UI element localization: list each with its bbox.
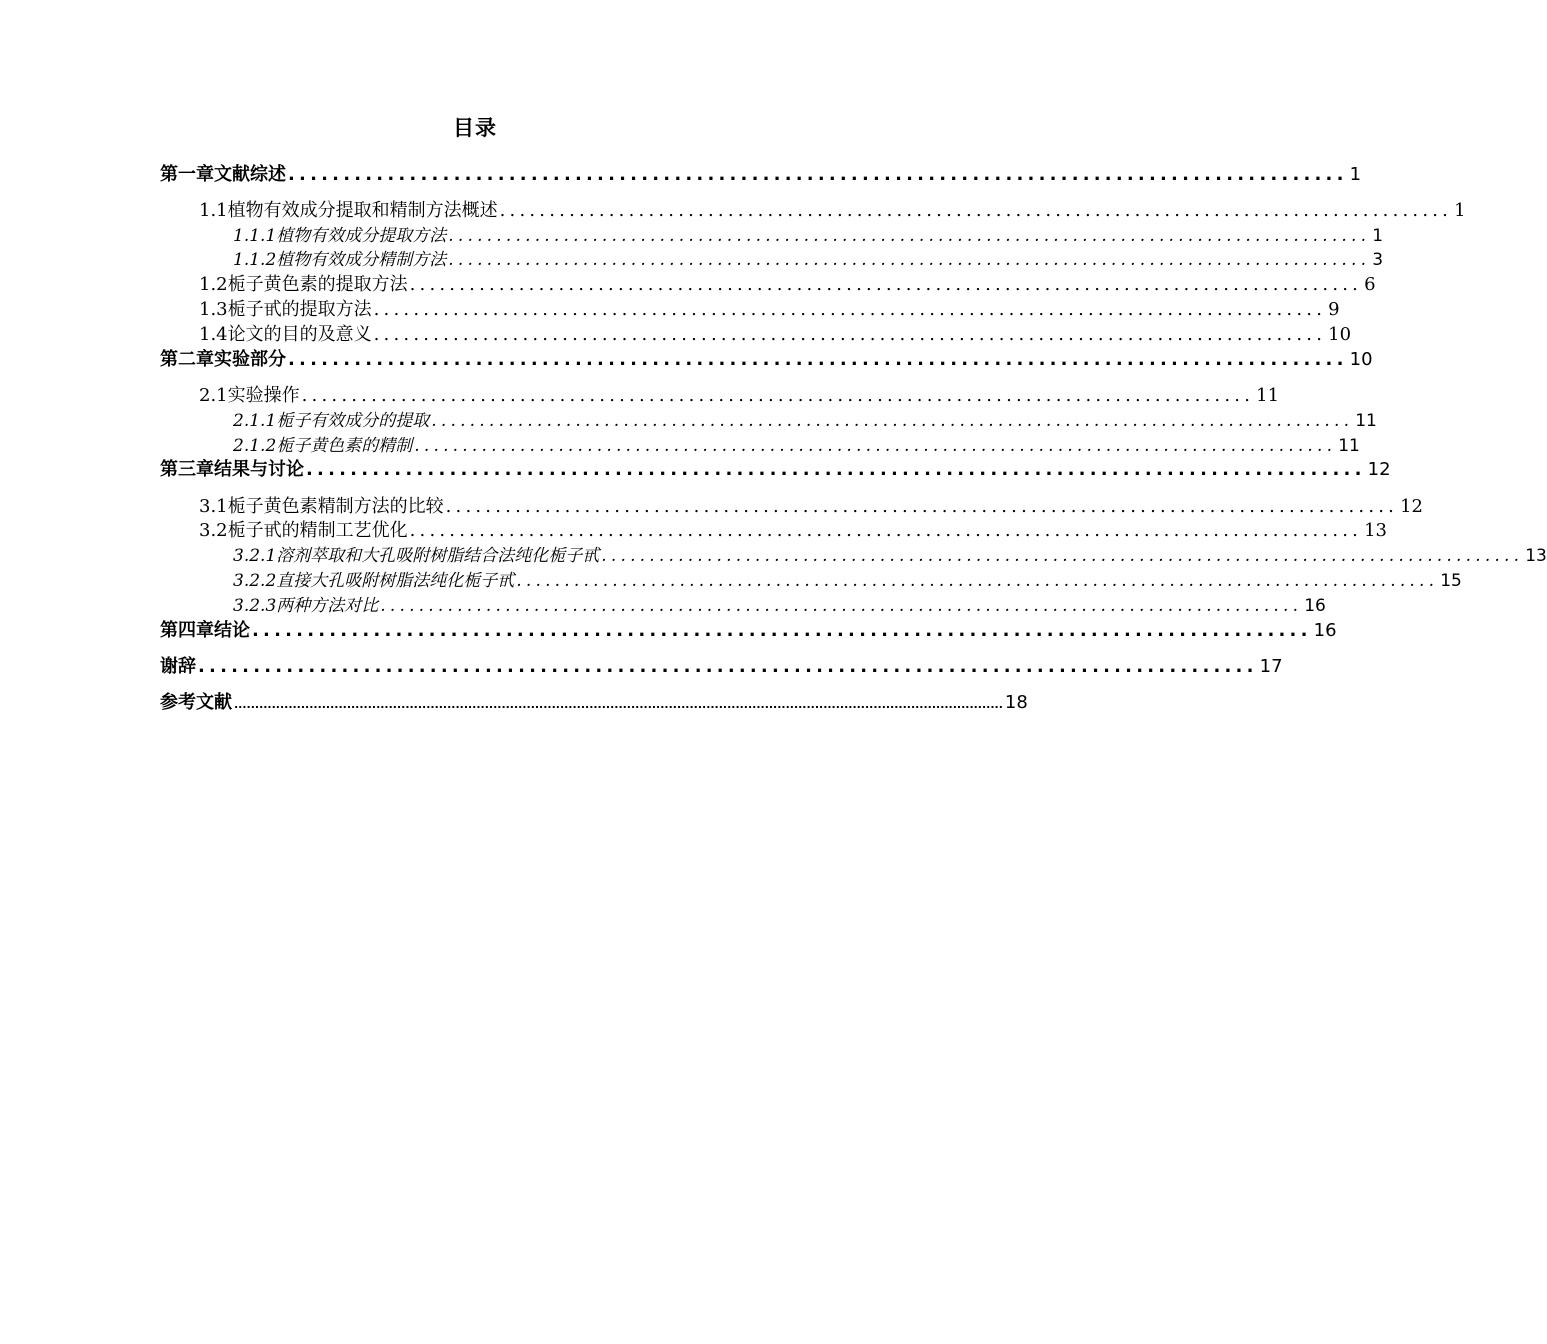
toc-entry-text: 1.1植物有效成分提取和精制方法概述: [199, 200, 498, 221]
toc-entry-page: 11: [1256, 385, 1280, 406]
toc-entry-page: 18: [1004, 692, 1028, 713]
toc-entry[interactable]: [233, 433, 1360, 459]
dot-leader: ................................................................................................: [373, 324, 1327, 345]
toc-entry[interactable]: [160, 618, 1337, 644]
toc-entry[interactable]: [199, 322, 1352, 348]
dot-leader: ................................................................................................: [288, 349, 1348, 370]
dot-leader: ................................................................................................: [601, 546, 1524, 566]
toc-entry-page: 9: [1328, 299, 1340, 320]
toc-entry-page: 1: [1372, 226, 1384, 246]
toc-entry-text: 参考文献: [160, 692, 232, 713]
toc-entry-page: 17: [1259, 656, 1283, 677]
toc-entry[interactable]: [160, 347, 1373, 373]
toc-entry-page: 6: [1364, 274, 1376, 295]
toc-entry-page: 16: [1304, 596, 1326, 616]
dot-leader: ................................................................................................: [252, 620, 1312, 641]
toc-entry-text: 谢辞: [160, 656, 196, 677]
toc-entry-text: 1.1.2植物有效成分精制方法: [233, 250, 447, 270]
toc-entry-text: 3.2.3两种方法对比: [233, 596, 379, 616]
toc-title: 目录: [453, 116, 497, 140]
toc-entry[interactable]: [199, 494, 1424, 520]
dot-leader: ................................................................................................: [409, 274, 1363, 295]
toc-entry-text: 第四章结论: [160, 620, 250, 641]
toc-entry-text: 第二章实验部分: [160, 349, 286, 370]
toc-entry-text: 1.3栀子甙的提取方法: [199, 299, 372, 320]
dot-leader: ................................................................................................: [306, 459, 1366, 480]
toc-entry[interactable]: [199, 297, 1340, 323]
dot-leader: ................................................................................................: [198, 656, 1258, 677]
toc-entry-page: 10: [1349, 349, 1373, 370]
toc-entry-text: 2.1.1栀子有效成分的提取: [233, 411, 430, 431]
dot-leader: ................................................................................................: [448, 226, 1371, 246]
dot-leader: ................................................................................................: [380, 596, 1303, 616]
toc-entry-page: 12: [1400, 496, 1424, 517]
toc-entry-text: 第三章结果与讨论: [160, 459, 304, 480]
toc-entry-page: 13: [1364, 520, 1388, 541]
toc-entry[interactable]: [160, 654, 1283, 680]
toc-entry[interactable]: [233, 247, 1384, 273]
toc-entry[interactable]: [199, 383, 1280, 409]
toc-entry-text: 第一章文献综述: [160, 164, 286, 185]
toc-entry-page: 11: [1355, 411, 1377, 431]
dot-leader: ................................................................................................: [414, 436, 1337, 456]
toc-entry-text: 1.4论文的目的及意义: [199, 324, 372, 345]
dot-leader: ................................................................................................: [499, 200, 1453, 221]
toc-entry[interactable]: [160, 457, 1391, 483]
dot-leader: ................................................................................................: [373, 299, 1327, 320]
toc-entry-text: 3.1栀子黄色素精制方法的比较: [199, 496, 444, 517]
toc-entry-text: 3.2.2直接大孔吸附树脂法纯化栀子甙: [233, 571, 515, 591]
toc-entry[interactable]: [233, 593, 1326, 619]
dot-leader: ................................................................................................: [448, 250, 1371, 270]
toc-entry-text: 1.2栀子黄色素的提取方法: [199, 274, 408, 295]
dot-leader: ................................................................................................: [431, 411, 1354, 431]
toc-entry[interactable]: [160, 162, 1362, 188]
dot-leader: ................................................................................................: [516, 571, 1439, 591]
toc-entry[interactable]: [199, 518, 1388, 544]
toc-entry-text: 2.1.2栀子黄色素的精制: [233, 436, 413, 456]
toc-entry[interactable]: [199, 272, 1376, 298]
toc-entry[interactable]: [233, 543, 1547, 569]
toc-entry-page: 3: [1372, 250, 1384, 270]
toc-entry-page: 1: [1349, 164, 1362, 185]
dot-leader: ................................................................................................: [409, 520, 1363, 541]
toc-entry-page: 16: [1313, 620, 1337, 641]
toc-entry-page: 15: [1440, 571, 1462, 591]
toc-entry-text: 2.1实验操作: [199, 385, 300, 406]
toc-entry-text: 3.2栀子甙的精制工艺优化: [199, 520, 408, 541]
dot-leader: ........................................................................................................................................................................................: [234, 698, 1003, 711]
toc-entry-text: 1.1.1植物有效成分提取方法: [233, 226, 447, 246]
toc-entry-page: 10: [1328, 324, 1352, 345]
dot-leader: ................................................................................................: [445, 496, 1399, 517]
toc-entry[interactable]: [233, 568, 1462, 594]
toc-entry[interactable]: [199, 198, 1466, 224]
dot-leader: ................................................................................................: [301, 385, 1255, 406]
toc-entry[interactable]: [233, 408, 1377, 434]
toc-entry-text: 3.2.1溶剂萃取和大孔吸附树脂结合法纯化栀子甙: [233, 546, 600, 566]
toc-entry-page: 13: [1525, 546, 1547, 566]
toc-entry[interactable]: [160, 690, 1028, 716]
toc-entry-page: 11: [1338, 436, 1360, 456]
dot-leader: ................................................................................................: [288, 164, 1348, 185]
toc-entry[interactable]: [233, 223, 1384, 249]
toc-entry-page: 1: [1454, 200, 1466, 221]
toc-entry-page: 12: [1367, 459, 1391, 480]
